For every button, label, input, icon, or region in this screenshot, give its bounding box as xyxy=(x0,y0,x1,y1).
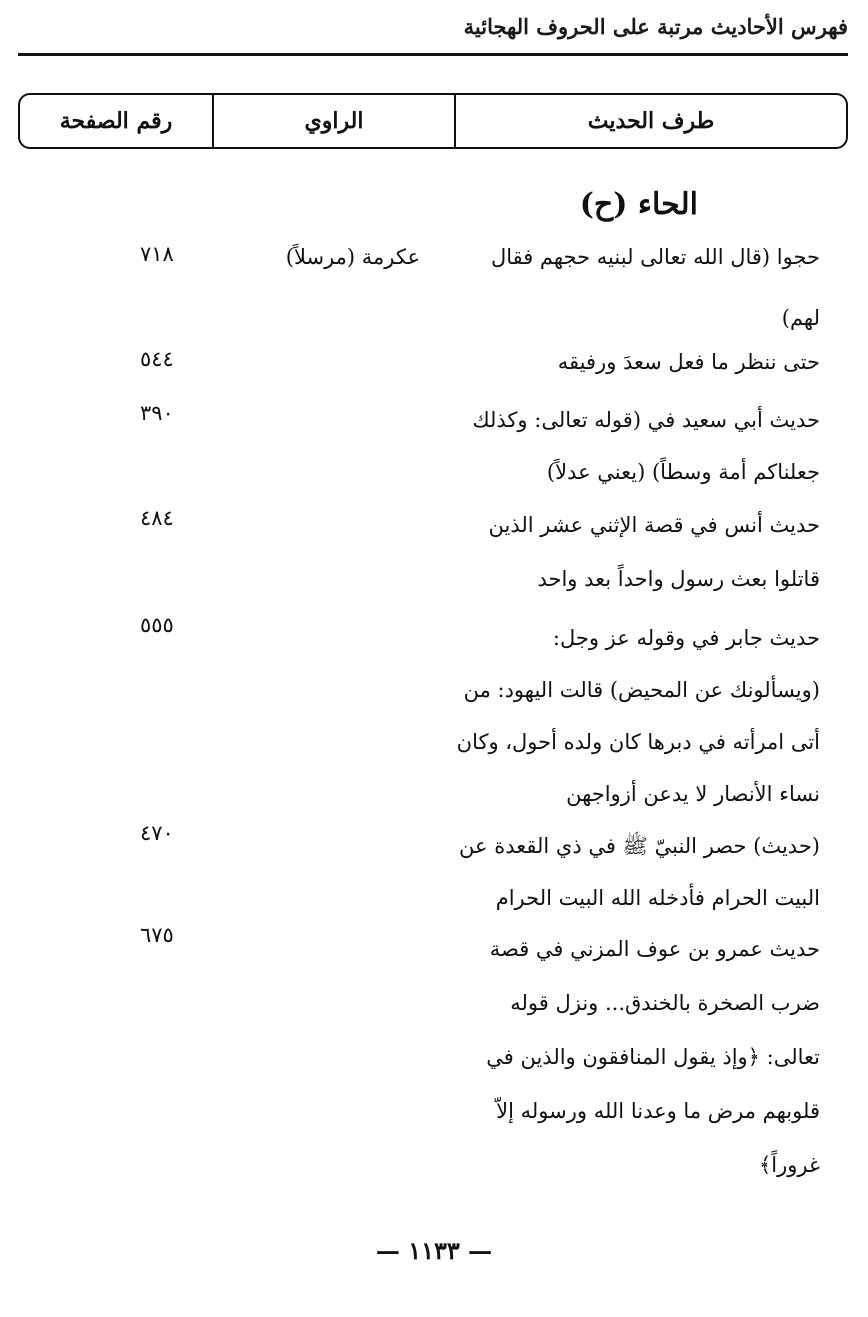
entry-page-number: ٤٧٠ xyxy=(140,821,174,845)
section-title: الحاء (ح) xyxy=(579,187,698,222)
entry-text xyxy=(448,922,820,1192)
entry-line: حديث جابر في وقوله عز وجل: xyxy=(552,626,820,650)
table-header xyxy=(18,93,848,149)
page-number: — ١١٣٣ — xyxy=(375,1236,493,1265)
entry-page-number: ٥٤٤ xyxy=(140,347,174,371)
entry-line: حتى ننظر ما فعل سعدَ ورفيقه xyxy=(557,350,820,374)
entry-text xyxy=(448,820,820,924)
running-head: فهرس الأحاديث مرتبة على الحروف الهجائية xyxy=(463,14,848,39)
entry-line: حديث أبي سعيد في (قوله تعالى: وكذلك xyxy=(472,408,820,432)
entry-text xyxy=(448,237,820,338)
entry-line: ضرب الصخرة بالخندق... ونزل قوله xyxy=(510,991,820,1015)
entry-narrator: عكرمة (مرسلاً) xyxy=(285,245,420,269)
entry-line: حجوا (قال الله تعالى لبنيه حجهم فقال xyxy=(490,245,820,269)
entry-line: قلوبهم مرض ما وعدنا الله ورسوله إلاّ xyxy=(496,1099,820,1123)
entry-line: جعلناكم أمة وسطاً) (يعني عدلاً) xyxy=(546,460,820,484)
entry-text xyxy=(448,342,820,382)
column-header-rawi: الراوي xyxy=(212,95,454,147)
entry-line: حديث أنس في قصة الإثني عشر الذين xyxy=(488,513,820,537)
entry-line: تعالى: ﴿وإذ يقول المنافقون والذين في xyxy=(486,1045,820,1069)
entry-line: غروراً﴾ xyxy=(759,1153,820,1177)
entry-text xyxy=(448,505,820,599)
entry-page-number: ٧١٨ xyxy=(140,242,174,266)
column-header-hadith: طرف الحديث xyxy=(454,95,846,147)
column-header-page: رقم الصفحة xyxy=(59,108,173,134)
entry-line: لهم) xyxy=(781,306,820,330)
entry-line: (ويسألونك عن المحيض) قالت اليهود: من xyxy=(463,678,820,702)
entry-page-number: ٤٨٤ xyxy=(140,506,174,530)
entry-line: أتى امرأته في دبرها كان ولده أحول، وكان xyxy=(456,730,820,754)
entry-page-number: ٦٧٥ xyxy=(140,923,174,947)
entry-line: (حديث) حصر النبيّ ﷺ في ذي القعدة عن xyxy=(459,834,820,858)
entry-page-number: ٣٩٠ xyxy=(140,401,174,425)
entry-line: قاتلوا بعث رسول واحداً بعد واحد xyxy=(537,567,820,591)
entry-line: حديث عمرو بن عوف المزني في قصة xyxy=(489,937,820,961)
entry-line: نساء الأنصار لا يدعن أزواجهن xyxy=(566,782,820,806)
entry-page-number: ٥٥٥ xyxy=(140,613,174,637)
entry-line: البيت الحرام فأدخله الله البيت الحرام xyxy=(495,886,820,910)
entry-text xyxy=(448,400,820,492)
entry-text xyxy=(448,612,820,820)
header-rule xyxy=(18,53,848,56)
